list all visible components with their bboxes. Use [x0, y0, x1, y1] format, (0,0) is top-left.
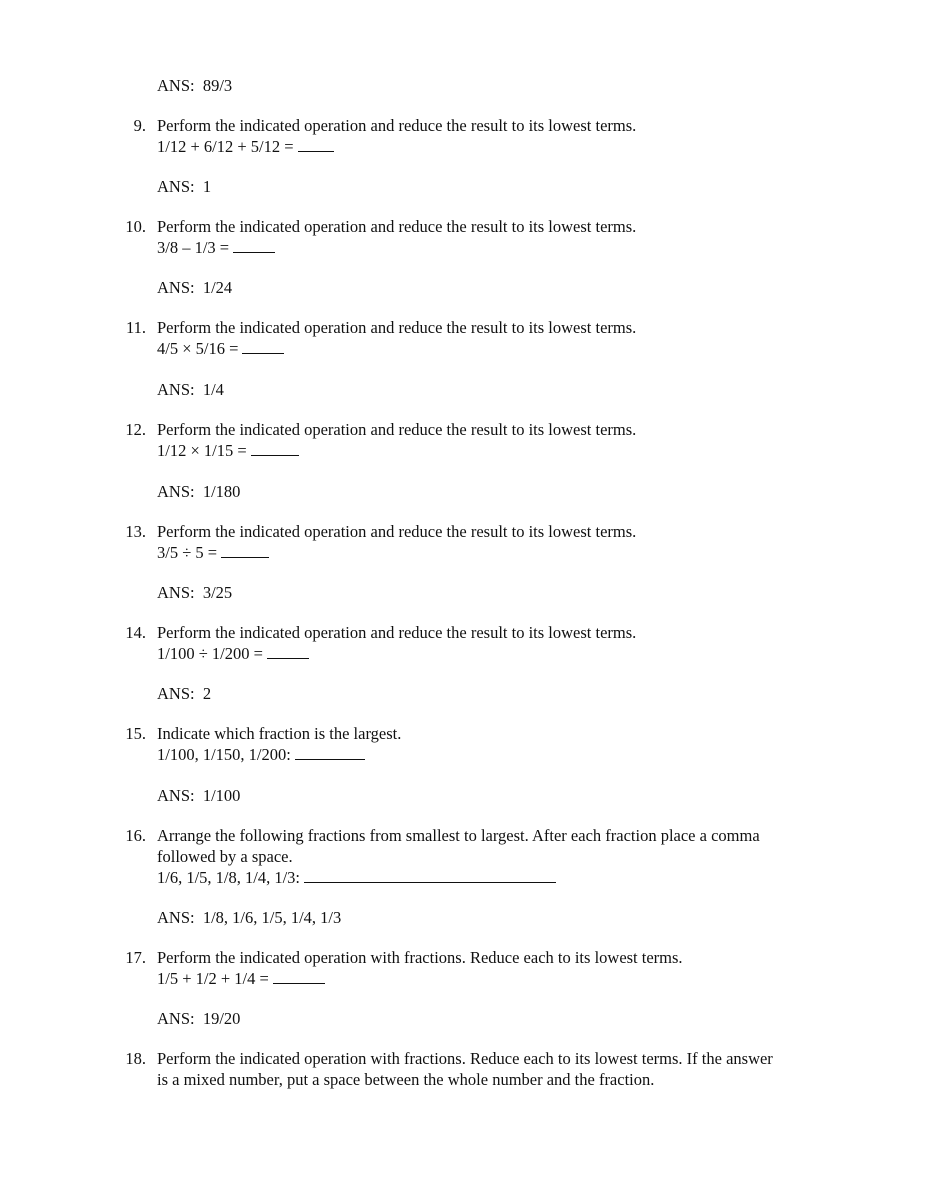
- question-text-cont: is a mixed number, put a space between the whole number and the fraction.: [157, 1070, 655, 1089]
- answer-12: ANS: 1/180: [157, 482, 241, 501]
- question-text: Perform the indicated operation and reduce the result to its lowest terms.: [157, 522, 637, 541]
- question-text: Perform the indicated operation and reduce the result to its lowest terms.: [157, 116, 637, 135]
- question-number: 9.: [133, 116, 146, 135]
- question-9: [100, 115, 840, 157]
- answer-blank: [273, 969, 325, 984]
- question-14: [100, 622, 840, 664]
- question-expression: 1/100 ÷ 1/200 =: [157, 644, 263, 663]
- question-12: [100, 419, 840, 461]
- answer-10: ANS: 1/24: [157, 278, 233, 297]
- question-text: Perform the indicated operation with fractions. Reduce each to its lowest terms. If the answer: [157, 1049, 773, 1068]
- question-expression: 1/12 + 6/12 + 5/12 =: [157, 137, 294, 156]
- answer-blank: [251, 441, 299, 456]
- question-18: [100, 1048, 840, 1090]
- answer-top: ANS: 89/3: [157, 76, 233, 95]
- answer-blank: [221, 543, 269, 558]
- question-expression: 1/5 + 1/2 + 1/4 =: [157, 969, 269, 988]
- question-expression: 1/12 × 1/15 =: [157, 441, 247, 460]
- answer-15: ANS: 1/100: [157, 786, 241, 805]
- question-expression: 3/8 – 1/3 =: [157, 238, 230, 257]
- question-expression: 4/5 × 5/16 =: [157, 339, 239, 358]
- question-number: 10.: [125, 217, 146, 236]
- question-number: 18.: [125, 1049, 146, 1068]
- answer-9: ANS: 1: [157, 177, 212, 196]
- question-expression: 3/5 ÷ 5 =: [157, 543, 218, 562]
- question-17: [100, 947, 840, 989]
- question-text: Perform the indicated operation and reduce the result to its lowest terms.: [157, 217, 637, 236]
- question-expression: 1/100, 1/150, 1/200:: [157, 745, 291, 764]
- question-text: Indicate which fraction is the largest.: [157, 724, 402, 743]
- question-text: Arrange the following fractions from smallest to largest. After each fraction place a comma: [157, 826, 760, 845]
- question-13: [100, 521, 840, 563]
- answer-blank: [242, 339, 284, 354]
- question-number: 11.: [125, 318, 146, 337]
- question-text-cont: followed by a space.: [157, 847, 293, 866]
- question-number: 14.: [125, 623, 146, 642]
- question-text: Perform the indicated operation with fractions. Reduce each to its lowest terms.: [157, 948, 683, 967]
- question-10: [100, 216, 840, 258]
- question-number: 17.: [125, 948, 146, 967]
- question-expression: 1/6, 1/5, 1/8, 1/4, 1/3:: [157, 868, 301, 887]
- question-number: 13.: [125, 522, 146, 541]
- question-15: [100, 723, 840, 765]
- answer-16: ANS: 1/8, 1/6, 1/5, 1/4, 1/3: [157, 908, 342, 927]
- answer-blank: [295, 745, 365, 760]
- question-11: [100, 317, 840, 359]
- answer-blank: [298, 137, 334, 152]
- question-number: 12.: [125, 420, 146, 439]
- answer-blank: [304, 868, 556, 883]
- answer-13: ANS: 3/25: [157, 583, 233, 602]
- answer-blank: [267, 644, 309, 659]
- answer-blank: [233, 238, 275, 253]
- question-number: 16.: [125, 826, 146, 845]
- answer-11: ANS: 1/4: [157, 380, 224, 399]
- answer-17: ANS: 19/20: [157, 1009, 241, 1028]
- answer-14: ANS: 2: [157, 684, 212, 703]
- question-16: [100, 825, 840, 888]
- question-number: 15.: [125, 724, 146, 743]
- question-text: Perform the indicated operation and reduce the result to its lowest terms.: [157, 420, 637, 439]
- question-text: Perform the indicated operation and reduce the result to its lowest terms.: [157, 623, 637, 642]
- question-text: Perform the indicated operation and reduce the result to its lowest terms.: [157, 318, 637, 337]
